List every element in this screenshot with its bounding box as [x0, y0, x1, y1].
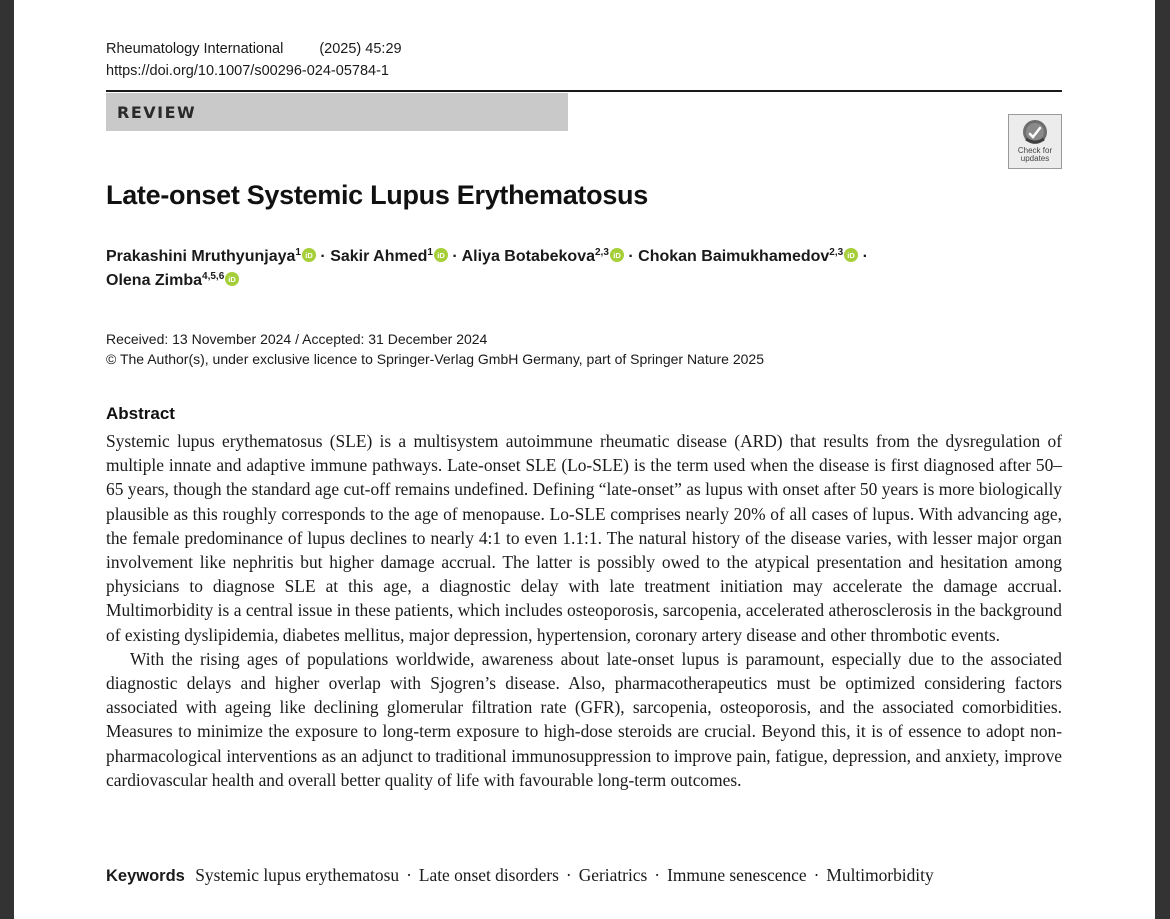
author-affiliation: 2,3 [829, 247, 844, 258]
author-affiliation: 1 [427, 247, 433, 258]
check-for-updates-icon [1022, 119, 1048, 145]
header-rule [106, 90, 1062, 92]
orcid-icon[interactable] [844, 248, 858, 262]
orcid-icon[interactable] [225, 272, 239, 286]
abstract-paragraph-1: Systemic lupus erythematosus (SLE) is a multisystem autoimmune rheumatic disease (ARD) that results from the dysregulation of multiple innate and adaptive immune pathways. Late-onset SLE (Lo-SLE) is the term used when the disease is first diagnosed after 50–65 years, though the standard age cut-off remains undefined. Defining “late-onset” as lupus with onset after 50 years is more biologically plausible as this roughly corresponds to the age of menopause. Lo-SLE comprises nearly 20% of all cases of lupus. With advancing age, the female predominance of lupus declines to nearly 4:1 to even 1.1:1. The natural history of the disease varies, with lesser major organ involvement like nephritis but higher damage accrual. The latter is possibly owed to the atypical presentation and hesitation among physicians to diagnose SLE at this age, a diagnostic delay with late treatment initiation may accelerate the damage accrual. Multimorbidity is a central issue in these patients, which includes osteoporosis, sarcopenia, accelerated atherosclerosis in the background of existing dyslipidemia, diabetes mellitus, major depression, hypertension, coronary artery disease and other thrombotic events. [106, 431, 1062, 645]
keyword: Multimorbidity [826, 865, 934, 885]
author-list [106, 245, 986, 293]
author[interactable] [638, 248, 858, 265]
orcid-icon[interactable] [302, 248, 316, 262]
copyright-line: © The Author(s), under exclusive licence to Springer-Verlag GmbH Germany, part of Springer Nature 2025 [106, 351, 764, 367]
keyword: Immune senescence [667, 865, 807, 885]
keyword: Systemic lupus erythematosu [195, 865, 400, 885]
svg-text:iD: iD [305, 251, 313, 260]
svg-text:iD: iD [228, 275, 237, 284]
check-for-updates-label-1: Check for [1017, 146, 1053, 155]
author-affiliation: 4,5,6 [202, 271, 225, 282]
keywords-label: Keywords [106, 867, 185, 885]
keyword-separator: · [565, 865, 572, 885]
author[interactable] [106, 272, 239, 289]
author-separator: · [862, 248, 868, 265]
author-name: Aliya Botabekova [461, 248, 595, 265]
keyword-separator: · [406, 865, 412, 885]
keyword-separator: · [654, 865, 661, 885]
keyword-separator: · [813, 865, 820, 885]
journal-volume: (2025) 45:29 [319, 41, 402, 57]
author[interactable] [330, 248, 448, 265]
author-name: Olena Zimba [106, 272, 203, 289]
doi-link[interactable]: https://doi.org/10.1007/s00296-024-05784-1 [106, 63, 389, 79]
author-affiliation: 1 [295, 247, 301, 258]
article-page [14, 0, 1155, 919]
keyword: Geriatrics [578, 865, 648, 885]
author-name: Chokan Baimukhamedov [638, 248, 830, 265]
author-separator: · [452, 248, 458, 265]
check-for-updates-button[interactable] [1008, 114, 1062, 169]
article-type-band: REVIEW [106, 93, 568, 131]
journal-header [106, 38, 402, 82]
keyword: Late onset disorders [418, 865, 559, 885]
orcid-icon[interactable] [610, 248, 624, 262]
article-title: Late-onset Systemic Lupus Erythematosus [106, 180, 648, 210]
keywords-line [106, 863, 1062, 888]
author[interactable] [106, 248, 316, 265]
author-name: Prakashini Mruthyunjaya [106, 248, 296, 265]
author-affiliation: 2,3 [595, 247, 609, 258]
author[interactable] [462, 248, 624, 265]
svg-text:iD: iD [847, 251, 855, 260]
author-separator: · [320, 248, 326, 265]
publication-dates [106, 329, 764, 369]
received-accepted-dates: Received: 13 November 2024 / Accepted: 31 December 2024 [106, 331, 488, 347]
orcid-icon[interactable] [434, 248, 448, 262]
check-for-updates-label-2: updates [1020, 154, 1050, 163]
abstract-body [106, 429, 1062, 792]
abstract-paragraph-2: With the rising ages of populations worldwide, awareness about late-onset lupus is paramount, especially due to the associated diagnostic delays and higher overlap with Sjogren’s disease. Also, pharmacotherapeutics must be optimized considering factors associated with ageing like declining glomerular filtration rate (GFR), sarcopenia, osteoporosis, and the associated comorbidities. Measures to minimize the exposure to long-term exposure to high-dose steroids are crucial. Beyond this, it is of essence to adopt non-pharmacological interventions as an adjunct to traditional immunosuppression to improve pain, fatigue, depression, and anxiety, improve cardiovascular health and overall better quality of life with favourable long-term outcomes. [106, 648, 1062, 790]
svg-text:iD: iD [613, 251, 621, 260]
abstract-heading: Abstract [106, 404, 175, 423]
author-separator: · [628, 248, 634, 265]
author-name: Sakir Ahmed [330, 248, 428, 265]
journal-name: Rheumatology International [106, 41, 284, 57]
svg-text:iD: iD [437, 251, 445, 260]
